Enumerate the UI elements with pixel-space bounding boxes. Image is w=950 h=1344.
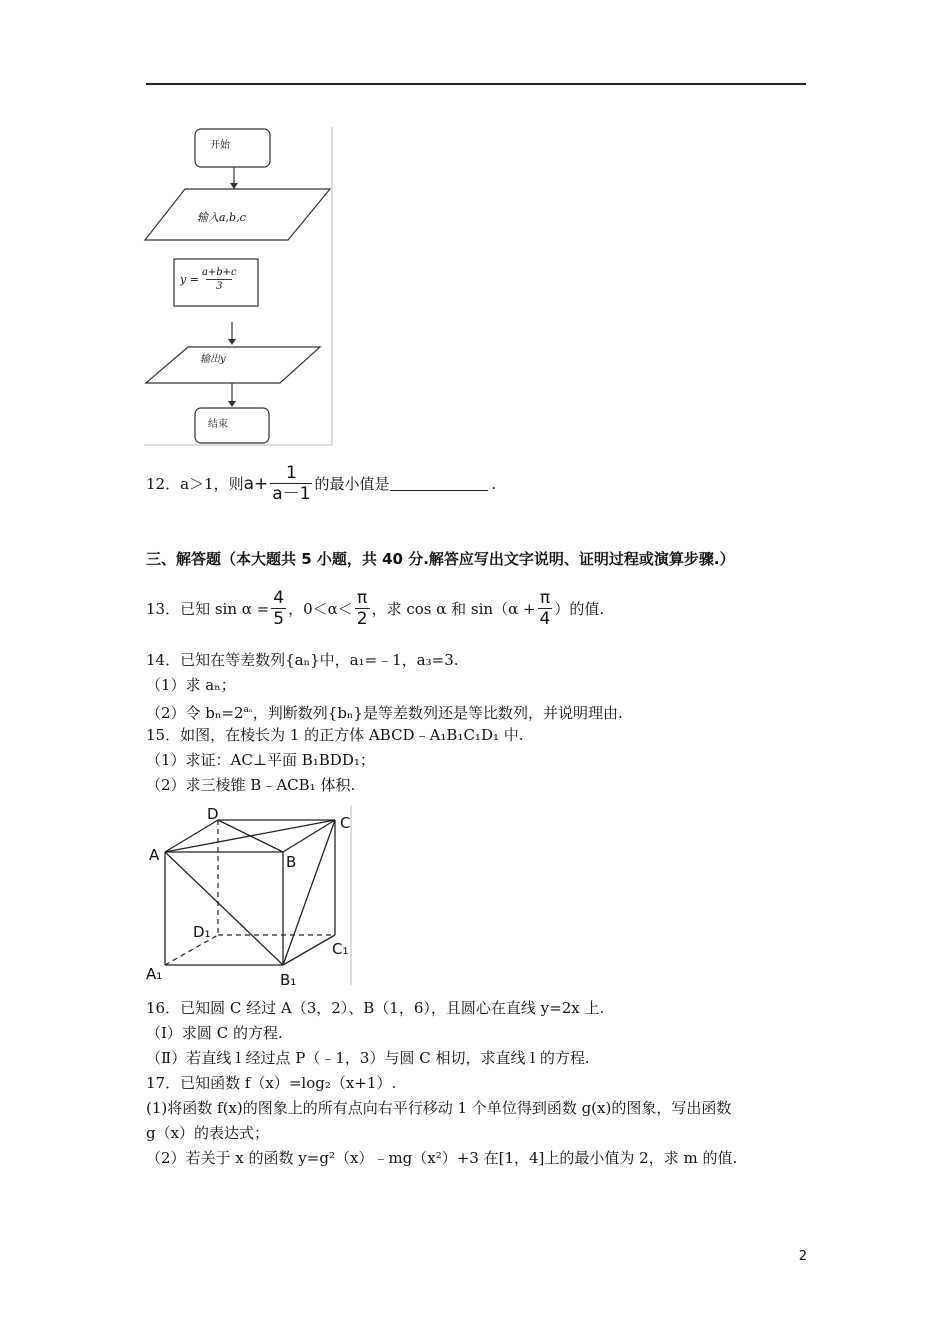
cube-label-A1: A₁ [146,965,163,983]
header-rule [146,83,806,85]
q17-line-2: (1)将函数 f(x)的图象上的所有点向右平行移动 1 个单位得到函数 g(x)的图象，写出函数 [146,1099,732,1117]
flow-formula-num: a+b+c [201,267,237,278]
q17-line-1: 17．已知函数 f（x）=log₂（x+1）. [146,1074,397,1092]
flow-output-parallelogram [146,347,320,383]
section-3-heading: 三、解答题（本大题共 5 小题，共 40 分.解答应写出文字说明、证明过程或演算步骤.） [146,550,735,568]
flow-output-label: 输出y [200,354,226,365]
q14-line-1: 14．已知在等差数列{aₙ}中，a₁=﹣1，a₃=3. [146,651,459,669]
q16-line-3: （Ⅱ）若直线 l 经过点 P（﹣1，3）与圆 C 相切，求直线 l 的方程. [146,1049,590,1067]
flow-end-label: 结束 [208,419,228,430]
flow-formula [180,266,237,293]
cube-label-B: B [286,853,297,871]
q17-line-4: （2）若关于 x 的函数 y=g²（x）﹣mg（x²）+3 在[1，4]上的最小值为 2，求 m 的值. [146,1149,738,1167]
flow-start-box [195,129,270,167]
flowchart-figure [140,125,340,450]
question-13: 13．已知 sin α = $\frac{4}{5}$ ，0＜α＜ $\frac{\pi}{2}$ ，求 cos α 和 sin（α + $\frac{\pi}{4}$ ）的值. [146,588,605,629]
flow-formula-den: 3 [206,279,232,293]
flow-start-label: 开始 [210,140,230,151]
q14-line-3: （2）令 $b_n=2^{a_n}$，判断数列{bₙ}是等差数列还是等比数列，并说明理由. [146,704,623,722]
cube-label-C: C [340,814,351,832]
page-number: 2 [798,1249,807,1264]
q16-line-2: （Ⅰ）求圆 C 的方程. [146,1024,283,1042]
q15-line-1: 15．如图，在棱长为 1 的正方体 ABCD﹣A₁B₁C₁D₁ 中. [146,726,524,744]
question-12: 12．a＞1，则 a+ $\frac{1}{a-1}$ 的最小值是 . [146,463,497,504]
q17-line-3: g（x）的表达式； [146,1124,270,1142]
flow-input-label: 输入a,b,c [197,211,246,224]
cube-figure [140,800,360,990]
answer-blank[interactable] [390,476,488,491]
cube-label-D: D [207,805,219,823]
q14-line-2: （1）求 aₙ； [146,676,236,694]
cube-label-A: A [149,846,160,864]
q16-line-1: 16．已知圆 C 经过 A（3，2）、B（1，6），且圆心在直线 y=2x 上. [146,999,605,1017]
q15-line-3: （2）求三棱锥 B﹣ACB₁ 体积. [146,776,356,794]
cube-label-B1: B₁ [280,971,297,989]
cube-label-D1: D₁ [193,923,211,941]
flow-end-box [195,408,269,443]
flow-formula-lhs: y = [180,273,199,286]
cube-label-C1: C₁ [332,940,349,958]
q12-fraction: a+ $\frac{1}{a-1}$ [243,463,311,504]
q15-line-2: （1）求证：AC⊥平面 B₁BDD₁； [146,751,375,769]
